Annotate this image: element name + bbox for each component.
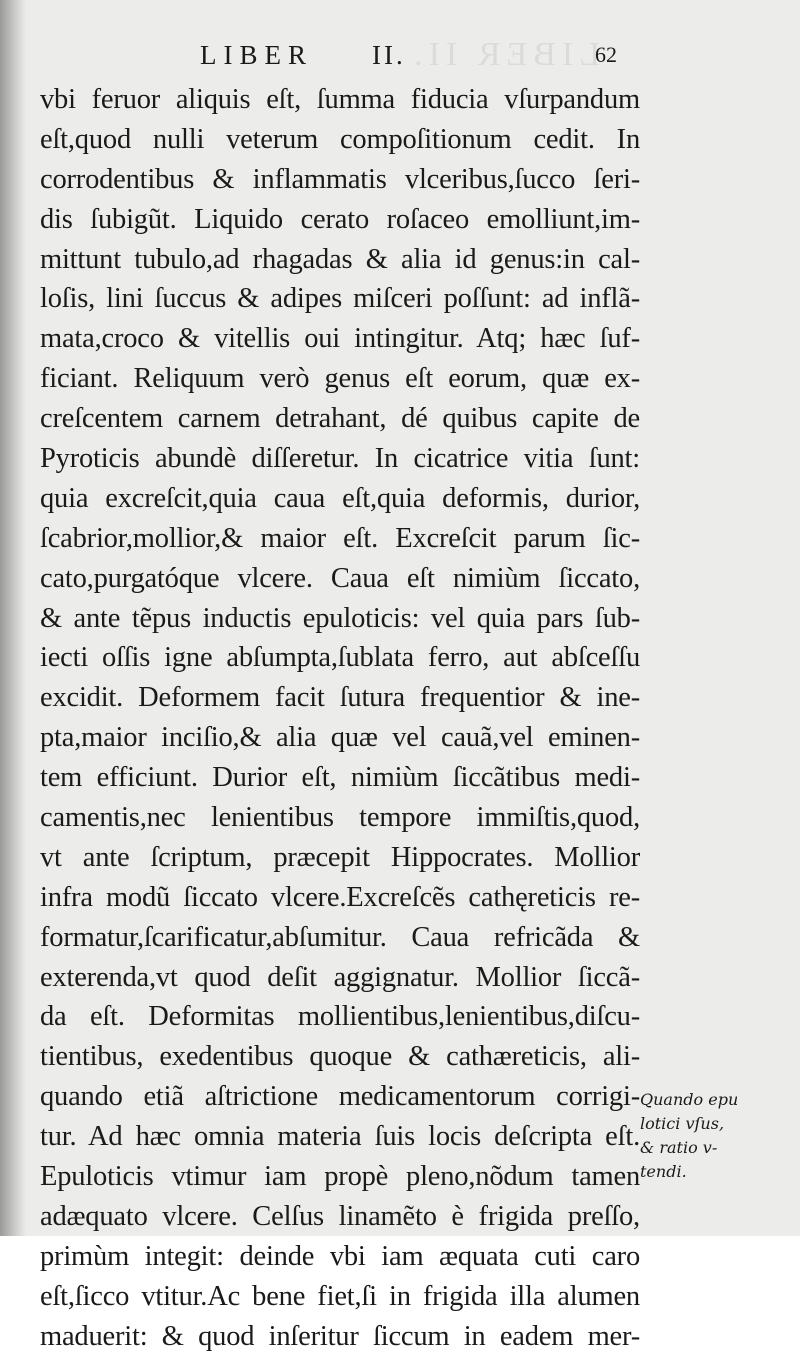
- text-line: ſcabrior,mollior,& maior eſt. Excreſcit parum ſic-: [40, 522, 640, 554]
- text-line: cato,purgatóque vlcere. Caua eſt nimiùm ſiccato,: [40, 562, 640, 594]
- text-line: pta,maior inciſio,& alia quæ vel cauã,vel eminen-: [40, 722, 640, 754]
- running-head-book: LIBER: [200, 40, 313, 70]
- text-line: mata,croco & vitellis oui intingitur. Atq; hæc ſuf-: [40, 323, 640, 355]
- text-line: mittunt tubulo,ad rhagadas & alia id genus:in cal-: [40, 243, 640, 275]
- text-line: vt ante ſcriptum, præcepit Hippocrates. Mollior: [40, 841, 640, 873]
- text-line: tur. Ad hæc omnia materia ſuis locis deſcripta eſt.: [40, 1121, 640, 1153]
- text-line: da eſt. Deformitas mollientibus,lenientibus,diſcu-: [40, 1001, 640, 1033]
- text-line: formatur,ſcarificatur,abſumitur. Caua refricãda &: [40, 921, 640, 953]
- text-line: corrodentibus & inflammatis vlceribus,ſucco ſeri-: [40, 163, 640, 195]
- text-line: eſt,ſicco vtitur.Ac bene fiet,ſi in frigida illa alumen: [40, 1280, 640, 1312]
- text-line: excidit. Deformem facit ſutura frequentior & ine-: [40, 682, 640, 714]
- text-line: tientibus, exedentibus quoque & cathæreticis, ali-: [40, 1041, 640, 1073]
- text-line: tem efficiunt. Durior eſt, nimiùm ſiccãtibus medi-: [40, 762, 640, 794]
- text-line: vbi feruor aliquis eſt, ſumma fiducia vſurpandum: [40, 84, 640, 115]
- running-head-number: II.: [372, 40, 406, 70]
- bleed-through-text: LIBER II.: [408, 36, 600, 73]
- marginal-note-line: & ratio v-: [640, 1138, 718, 1157]
- marginal-note-line: tendi.: [640, 1162, 687, 1181]
- text-line: iecti oſſis igne abſumpta,ſublata ferro, aut abſceſſu: [40, 642, 640, 674]
- marginal-note-line: Quando epu: [640, 1090, 739, 1109]
- text-line: ficiant. Reliquum verò genus eſt eorum, quæ ex-: [40, 363, 640, 395]
- marginal-note-line: lotici vſus,: [640, 1114, 725, 1133]
- text-line: primùm integit: deinde vbi iam æquata cuti caro: [40, 1240, 640, 1272]
- text-line: loſis, lini ſuccus & adipes miſceri poſſunt: ad inflã-: [40, 283, 640, 315]
- running-head: [0, 40, 800, 80]
- text-line: quando etiã aſtrictione medicamentorum corrigi-: [40, 1081, 640, 1113]
- text-line: adæquato vlcere. Celſus linamẽto è frigida preſſo,: [40, 1200, 640, 1232]
- text-line: maduerit: & quod inſeritur ſiccum in eadem mer-: [40, 1320, 640, 1352]
- text-line: eſt,quod nulli veterum compoſitionum cedit. In: [40, 123, 640, 155]
- text-line: dis ſubigũt. Liquido cerato roſaceo emolliunt,im-: [40, 203, 640, 235]
- marginal-note: [640, 1088, 790, 1184]
- body-text: [40, 80, 640, 1357]
- text-line: creſcentem carnem detrahant, dé quibus capite de: [40, 403, 640, 435]
- binding-gutter-shadow: [0, 0, 26, 1236]
- text-line: exterenda,vt quod deſit aggignatur. Mollior ſiccã-: [40, 961, 640, 993]
- text-line: Epuloticis vtimur iam propè pleno,nõdum tamen: [40, 1161, 640, 1193]
- text-line: infra modũ ſiccato vlcere.Excreſcẽs cathęreticis re-: [40, 881, 640, 913]
- text-line: camentis,nec lenientibus tempore immiſtis,quod,: [40, 802, 640, 834]
- text-line: quia excreſcit,quia caua eſt,quia deformis, durior,: [40, 482, 640, 514]
- text-line: Pyroticis abundè diſſeretur. In cicatrice vitia ſunt:: [40, 443, 640, 475]
- folio-number: 62: [595, 42, 617, 67]
- text-line: & ante tẽpus inductis epuloticis: vel quia pars ſub-: [40, 602, 640, 634]
